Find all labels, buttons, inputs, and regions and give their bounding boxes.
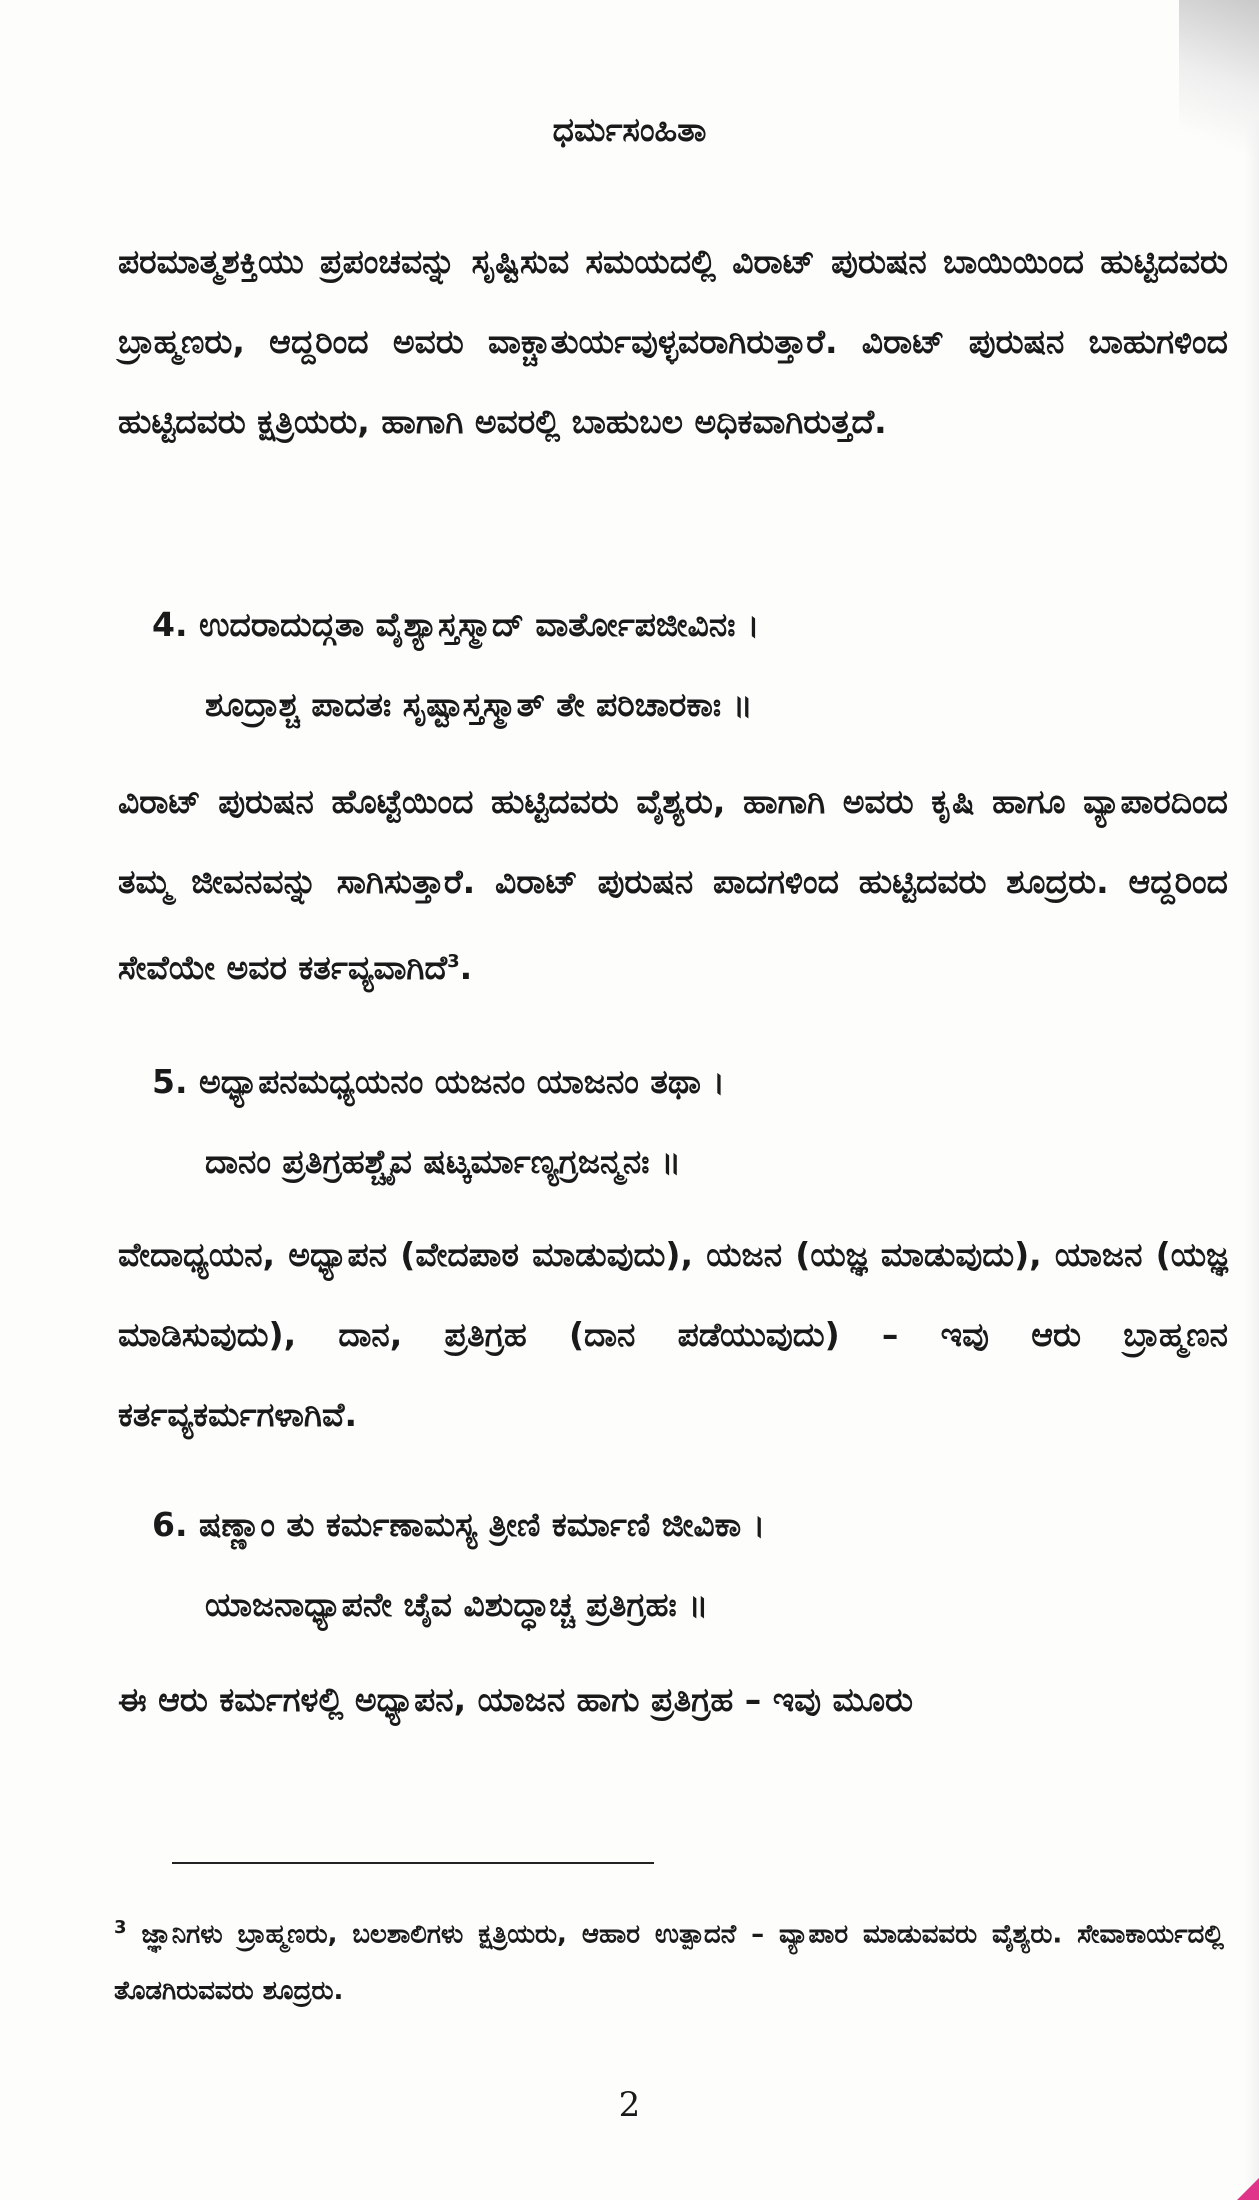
paragraph-4: ಈ ಆರು ಕರ್ಮಗಳಲ್ಲಿ ಅಧ್ಯಾಪನ, ಯಾಜನ ಹಾಗು ಪ್ರತಿಗ್ರಹ – ಇವು ಮೂರು <box>118 1680 913 1719</box>
paragraph-1: ಪರಮಾತ್ಮಶಕ್ತಿಯು ಪ್ರಪಂಚವನ್ನು ಸೃಷ್ಟಿಸುವ ಸಮಯದಲ್ಲಿ ವಿರಾಟ್ ಪುರುಷನ ಬಾಯಿಯಿಂದ ಹುಟ್ಟಿದವರು ಬ್ರಾಹ್ಮಣರು, ಆದ್ದರಿಂದ ಅವರು ವಾಕ್ಚಾತುರ್ಯವುಳ್ಳವರಾಗಿರುತ್ತಾರೆ. ವಿರಾಟ್ ಪುರುಷನ ಬಾಹುಗಳಿಂದ ಹುಟ್ಟಿದವರು ಕ್ಷತ್ರಿಯರು, ಹಾಗಾಗಿ ಅವರಲ್ಲಿ ಬಾಹುಬಲ ಅಧಿಕವಾಗಿರುತ್ತದೆ. <box>118 242 1228 441</box>
verse-6-line-1: 6. ಷಣ್ಣಾಂ ತು ಕರ್ಮಣಾಮಸ್ಯ ತ್ರೀಣಿ ಕರ್ಮಾಣಿ ಜೀವಿಕಾ । <box>152 1505 766 1544</box>
verse-4-line-2: ಶೂದ್ರಾಶ್ಚ ಪಾದತಃ ಸೃಷ್ಟಾಸ್ತಸ್ಮಾತ್ ತೇ ಪರಿಚಾರಕಾಃ ॥ <box>205 685 753 724</box>
footnote-ref: 3 <box>447 951 460 972</box>
paragraph-2-text: ವಿರಾಟ್ ಪುರುಷನ ಹೊಟ್ಟೆಯಿಂದ ಹುಟ್ಟಿದವರು ವೈಶ್ಯರು, ಹಾಗಾಗಿ ಅವರು ಕೃಷಿ ಹಾಗೂ ವ್ಯಾಪಾರದಿಂದ ತಮ್ಮ ಜೀವನವನ್ನು ಸಾಗಿಸುತ್ತಾರೆ. ವಿರಾಟ್ ಪುರುಷನ ಪಾದಗಳಿಂದ ಹುಟ್ಟಿದವರು ಶೂದ್ರರು. ಆದ್ದರಿಂದ ಸೇವೆಯೇ ಅವರ ಕರ್ತವ್ಯವಾಗಿದೆ <box>118 782 1228 987</box>
verse-6-line-2: ಯಾಜನಾಧ್ಯಾಪನೇ ಚೈವ ವಿಶುದ್ಧಾಚ್ಚ ಪ್ರತಿಗ್ರಹಃ ॥ <box>205 1585 709 1624</box>
page-number: 2 <box>618 2085 641 2125</box>
verse-5-line-1: 5. ಅಧ್ಯಾಪನಮಧ್ಯಯನಂ ಯಜನಂ ಯಾಜನಂ ತಥಾ । <box>152 1062 725 1101</box>
page-header: ಧರ್ಮಸಂಹಿತಾ <box>552 110 707 149</box>
paragraph-2: ವಿರಾಟ್ ಪುರುಷನ ಹೊಟ್ಟೆಯಿಂದ ಹುಟ್ಟಿದವರು ವೈಶ್ಯರು, ಹಾಗಾಗಿ ಅವರು ಕೃಷಿ ಹಾಗೂ ವ್ಯಾಪಾರದಿಂದ ತಮ್ಮ ಜೀವನವನ್ನು ಸಾಗಿಸುತ್ತಾರೆ. ವಿರಾಟ್ ಪುರುಷನ ಪಾದಗಳಿಂದ ಹುಟ್ಟಿದವರು ಶೂದ್ರರು. ಆದ್ದರಿಂದ ಸೇವೆಯೇ ಅವರ ಕರ್ತವ್ಯವಾಗಿದೆ$^3$. <box>118 782 1228 987</box>
page-edge <box>1245 120 1259 2200</box>
verse-5-line-2: ದಾನಂ ಪ್ರತಿಗ್ರಹಶ್ಚೈವ ಷಟ್ಕರ್ಮಾಣ್ಯಗ್ರಜನ್ಮನಃ ॥ <box>205 1142 682 1181</box>
footnote <box>114 1900 1224 2019</box>
footnote-divider <box>172 1862 654 1864</box>
footnote-number: 3 <box>114 1917 127 1938</box>
verse-4-line-1: 4. ಉದರಾದುದ್ಗತಾ ವೈಶ್ಯಾಸ್ತಸ್ಮಾದ್ ವಾರ್ತೋಪಜೀವಿನಃ । <box>152 605 760 644</box>
footnote-text: ಜ್ಞಾನಿಗಳು ಬ್ರಾಹ್ಮಣರು, ಬಲಶಾಲಿಗಳು ಕ್ಷತ್ರಿಯರು, ಆಹಾರ ಉತ್ಪಾದನೆ – ವ್ಯಾಪಾರ ಮಾಡುವವರು ವೈಶ್ಯರು. ಸೇವಾಕಾರ್ಯದಲ್ಲಿ ತೊಡಗಿರುವವರು ಶೂದ್ರರು. <box>114 1919 1224 2006</box>
paragraph-3: ವೇದಾಧ್ಯಯನ, ಅಧ್ಯಾಪನ (ವೇದಪಾಠ ಮಾಡುವುದು), ಯಜನ (ಯಜ್ಞ ಮಾಡುವುದು), ಯಾಜನ (ಯಜ್ಞ ಮಾಡಿಸುವುದು), ದಾನ, ಪ್ರತಿಗ್ರಹ (ದಾನ ಪಡೆಯುವುದು) – ಇವು ಆರು ಬ್ರಾಹ್ಮಣನ ಕರ್ತವ್ಯಕರ್ಮಗಳಾಗಿವೆ. <box>118 1235 1228 1434</box>
